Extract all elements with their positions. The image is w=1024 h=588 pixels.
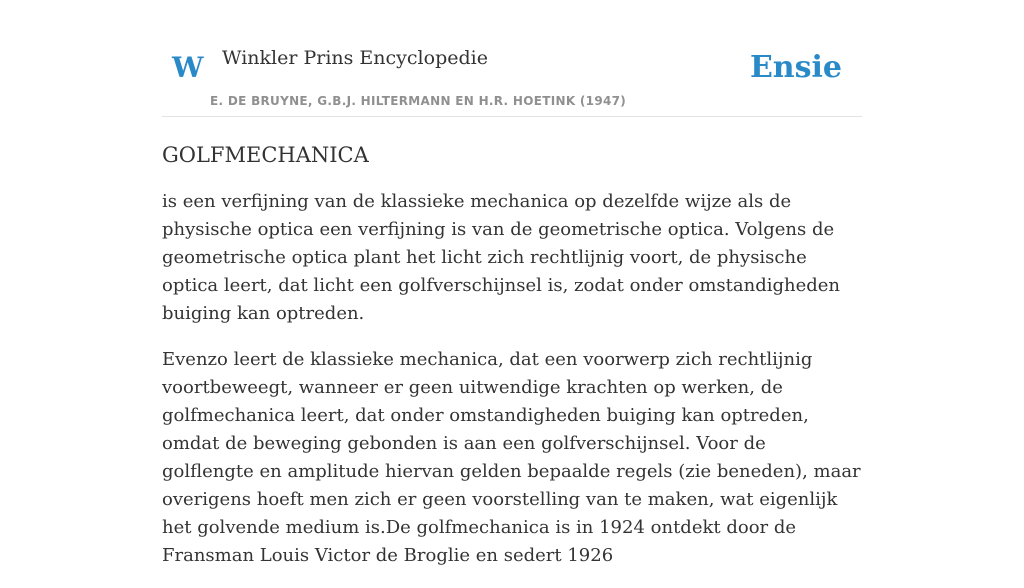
article-paragraph: is een verfijning van de klassieke mechanica op dezelfde wijze als de physische optica een verfijning is van de geometrische optica. Volgens de geometrische optica plant het licht zich rechtlijnig voort, de physische optica leert, dat licht een golfverschijnsel is, zodat onder omstandigheden buiging kan optreden.	[162, 191, 841, 324]
publication-title[interactable]: Winkler Prins Encyclopedie	[222, 47, 488, 69]
publication-logo[interactable]: W	[172, 51, 204, 84]
publication-authors: E. DE BRUYNE, G.B.J. HILTERMANN EN H.R. HOETINK (1947)	[210, 94, 627, 108]
article-title: GOLFMECHANICA	[162, 143, 369, 167]
article-paragraph: Evenzo leert de klassieke mechanica, dat een voorwerp zich rechtlijnig voortbeweegt, wanneer er geen uitwendige krachten op werken, de golfmechanica leert, dat onder omstandigheden buiging kan optreden, omdat de beweging gebonden is aan een golfverschijnsel. Voor de golflengte en amplitude hiervan gelden bepaalde regels (zie beneden), maar overigens hoeft men zich er geen voorstelling van te maken, wat eigenlijk het golvende medium is.De golfmechanica is in 1924 ontdekt door de Fransman Louis Victor de Broglie en sedert 1926	[162, 349, 861, 566]
article	[162, 136, 862, 588]
publication-header	[162, 0, 862, 117]
ensie-brand-logo[interactable]: Ensie	[749, 50, 842, 85]
